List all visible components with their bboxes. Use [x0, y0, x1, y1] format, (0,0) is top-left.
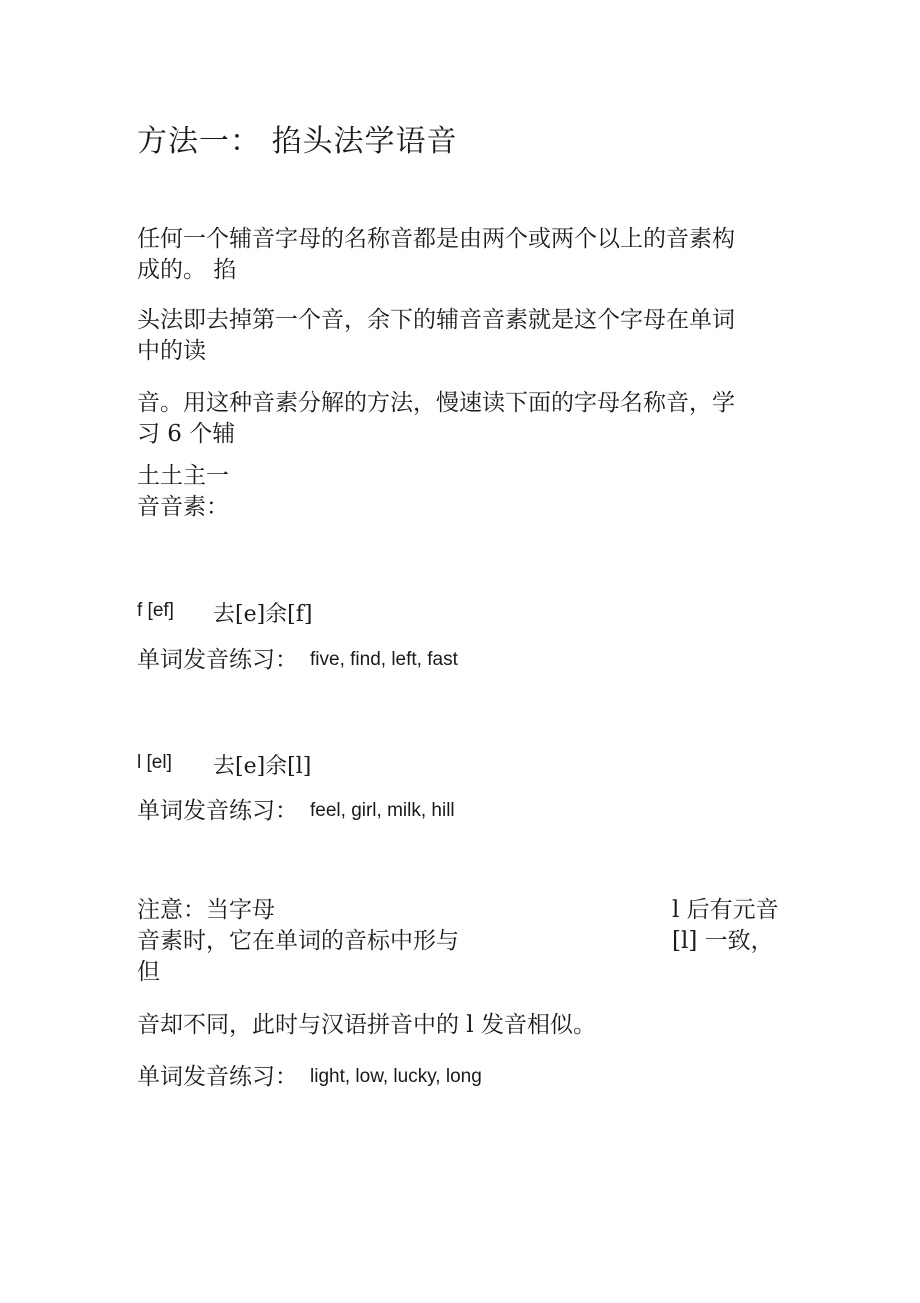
intro-line-3: 头法即去掉第一个音，余下的辅音音素就是这个字母在单词	[137, 307, 735, 333]
practice-label-f: 单词发音练习：	[137, 647, 298, 673]
note-line-2-left: 音素时，它在单词的音标中形与	[137, 928, 459, 954]
intro-line-1: 任何一个辅音字母的名称音都是由两个或两个以上的音素构	[137, 226, 735, 252]
practice-words-l: feel, girl, milk, hill	[310, 800, 455, 821]
note-line-3: 但	[137, 959, 160, 985]
note-line-1-left: 注意：当字母	[137, 897, 275, 923]
practice-label-note: 单词发音练习：	[137, 1064, 298, 1090]
practice-words-f: five, find, left, fast	[310, 649, 458, 670]
note-line-2-right: [l] 一致，	[672, 928, 774, 954]
letter-f-rule: 去[e]余[f]	[213, 602, 313, 627]
letter-l-rule: 去[e]余[l]	[213, 754, 312, 779]
intro-line-4: 中的读	[137, 338, 206, 364]
note-line-1-right: l 后有元音	[672, 897, 779, 923]
intro-line-8: 音音素：	[137, 494, 229, 520]
intro-line-2: 成的。 掐	[137, 257, 237, 283]
intro-line-5: 音。用这种音素分解的方法，慢速读下面的字母名称音，学	[137, 390, 735, 416]
practice-label-l: 单词发音练习：	[137, 798, 298, 824]
intro-line-6: 习 6 个辅	[137, 421, 236, 447]
intro-line-7: 土土主一	[137, 463, 229, 489]
letter-l-phonetic: l [el]	[137, 752, 172, 773]
letter-f-phonetic: f [ef]	[137, 600, 174, 621]
note-line-4: 音却不同，此时与汉语拼音中的 l 发音相似。	[137, 1012, 596, 1038]
page-title: 方法一： 掐头法学语音	[137, 124, 458, 159]
practice-words-note: light, low, lucky, long	[310, 1066, 482, 1087]
